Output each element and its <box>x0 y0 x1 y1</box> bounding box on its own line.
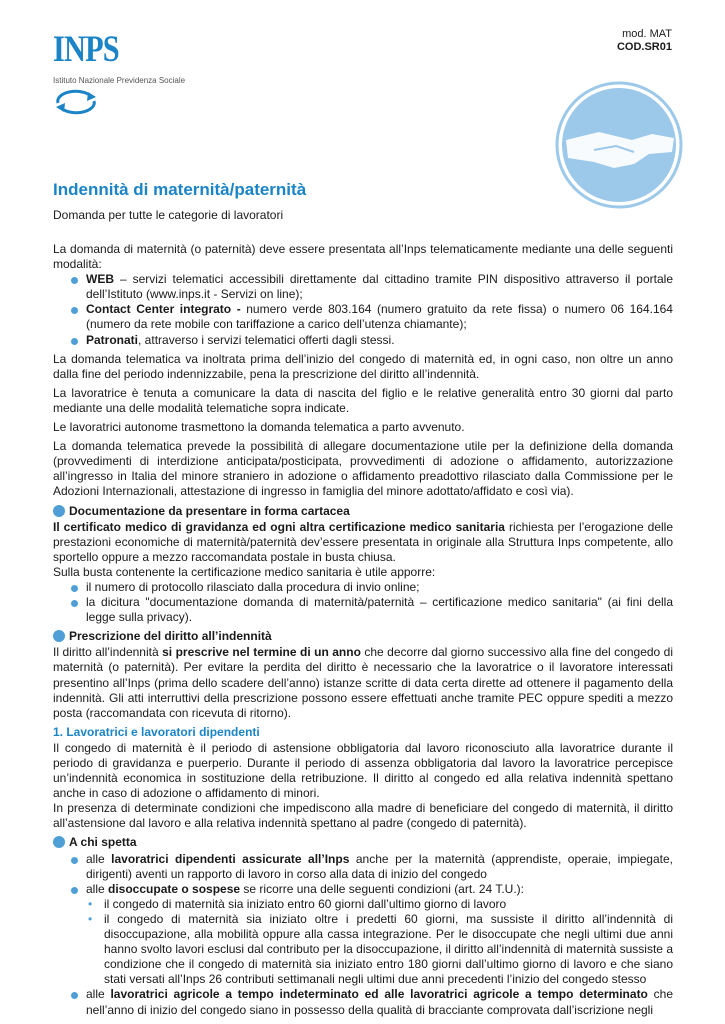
list-item: • il congedo di maternità sia iniziato entro 60 giorni dall’ultimo giorno di lavoro <box>86 897 673 912</box>
section-heading-documentazione: Documentazione da presentare in forma cartacea <box>53 504 673 519</box>
paragraph <box>53 645 673 720</box>
mode-web-text: – servizi telematici accessibili direttamente dal cittadino tramite PIN dispositivo attraverso il portale dell’Istituto (www.inps.it - Servizi on line); <box>86 272 673 302</box>
presc-bold: si prescrive nel termine di un anno <box>162 645 361 660</box>
list-item: • il congedo di maternità sia iniziato oltre i predetti 60 giorni, ma sussiste il diritto all’indennità di disoccupazione, alla mobilità oppure alla cassa integrazione. Per le disoccupate che negli ultimi due anni hanno svolto lavori esclusi dal contributo per la disoccupazione, il diritto all’indennità di maternità sussiste a condizione che il congedo di maternità sia iniziato entro 180 giorni dall’ultimo giorno di lavoro e che siano stati versati all’Inps 26 contributi settimanali negli ultimi due anni precedenti l’inizio del congedo stesso <box>86 912 673 987</box>
presc-text-2: che decorre dal giorno successivo alla fine del congedo di maternità (o paternità). Per evitare la perdita del diritto è necessario che la lavoratrice o il lavoratore interessati presentino all’Inps (prima dello scadere dell’anno) istanze scritte di data certa dirette ad ottenere il pagamento della indennità. Gli atti interruttivi della prescrizione possono essere effettuati anche tramite PEC oppure spediti a mezzo posta (raccomandata con ricevuta di ritorno). <box>53 645 674 720</box>
presc-text-1: Il diritto all’indennità <box>53 645 163 660</box>
list-item <box>53 882 673 988</box>
paragraph: Il congedo di maternità è il periodo di astensione obbligatoria dal lavoro riconosciuto alla lavoratrice durante il periodo di gravidanza e puerperio. Durante il periodo di assenza obbligatoria dal lavoro la lavoratrice percepisce un’indennità economica in sostituzione della retribuzione. Il diritto al congedo ed alla relativa indennità spettano anche in caso di adozione o affidamento di minori. <box>53 740 673 801</box>
list-item: la dicitura "documentazione domanda di maternità/paternità – certificazione medico sanitaria" (ai fini della legge sulla privacy). <box>53 595 673 625</box>
section-heading-prescrizione: Prescrizione del diritto all’indennità <box>53 629 673 644</box>
list-item: il numero di protocollo rilasciato dalla procedura di invio online; <box>53 580 673 595</box>
mode-patronati-label: Patronati <box>86 332 139 347</box>
paragraph: Sulla busta contenente la certificazione medico sanitaria è utile apporre: <box>53 564 436 579</box>
list-item <box>53 333 673 348</box>
intro-paragraph: La domanda di maternità (o paternità) deve essere presentata all’Inps telematicamente mediante una delle seguenti modalità: <box>53 242 673 272</box>
conditions-list <box>86 897 673 988</box>
page-title: Indennità di maternità/paternità <box>53 180 307 199</box>
paragraph: In presenza di determinate condizioni che impediscono alla madre di beneficiare del congedo di maternità, il diritto all’astensione dal lavoro e alla relativa indennità spettano al padre (congedo di paternità). <box>53 801 673 831</box>
list-item <box>53 852 673 882</box>
paragraph <box>53 520 673 565</box>
item-text: anche per la maternità (apprendiste, operaie, impiegate, dirigenti) aventi un rapporto di lavoro in corso alla data di inizio del congedo <box>86 851 673 881</box>
mode-web-label: WEB <box>86 272 114 287</box>
handshake-icon <box>554 80 684 210</box>
item-text: alle <box>86 851 112 866</box>
envelope-list <box>53 580 673 625</box>
inps-logo: INPS <box>53 29 119 70</box>
module-code <box>617 28 672 54</box>
item-text: se ricorre una delle seguenti condizioni (art. 24 T.U.): <box>240 881 524 896</box>
modes-list <box>53 272 673 347</box>
list-item <box>53 272 673 302</box>
mod-line-1: mod. MAT <box>622 28 672 40</box>
section-heading-dipendenti: 1. Lavoratrici e lavoratori dipendenti <box>53 724 260 739</box>
paragraph: La lavoratrice è tenuta a comunicare la data di nascita del figlio e le relative generalità entro 30 giorni dal parto mediante una delle modalità telematiche sopra indicate. <box>53 385 673 415</box>
mode-contact-text: numero verde 803.164 (numero gratuito da rete fissa) o numero 06 164.164 (numero da rete mobile con tariffazione a carico dell’utenza chiamante); <box>86 302 673 332</box>
chi-spetta-list <box>53 852 673 1018</box>
certificate-bold: Il certificato medico di gravidanza ed ogni altra certificazione medico sanitaria <box>53 519 505 534</box>
list-item <box>53 987 673 1017</box>
paragraph: La domanda telematica va inoltrata prima dell’inizio del congedo di maternità ed, in ogni caso, non oltre un anno dalla fine del periodo indennizzabile, pena la prescrizione del diritto all’indennità. <box>53 351 673 381</box>
item-text: alle <box>86 987 111 1002</box>
section-heading-chi-spetta: A chi spetta <box>53 835 673 850</box>
item-text: alle <box>86 881 109 896</box>
document-body <box>53 242 673 1022</box>
mode-patronati-text: , attraverso i servizi telematici offerti dagli stessi. <box>138 332 395 347</box>
item-bold: lavoratrici agricole a tempo indeterminato ed alle lavoratrici agricole a tempo determinato <box>110 987 648 1002</box>
item-text: che nell’anno di inizio del congedo siano in possesso della qualità di bracciante comprovata dall’iscrizione negli <box>86 987 674 1017</box>
paragraph: La domanda telematica prevede la possibilità di allegare documentazione utile per la definizione della domanda (provvedimenti di interdizione anticipata/posticipata, provvedimenti di adozione o affidamento, autorizzazione all’ingresso in Italia del minore straniero in adozione o affidamento preadottivo rilasciato dalla Commissione per le Adozioni Internazionali, attestazione di ingresso in famiglia del minore adottato/affidato e così via). <box>53 439 673 499</box>
item-bold: lavoratrici dipendenti assicurate all’Inps <box>111 851 350 866</box>
certificate-text: richiesta per l’erogazione delle prestazioni economiche di maternità/paternità dev’essere presentata in originale alla Struttura Inps competente, allo sportello oppure a mezzo raccomandata postale in busta chiusa. <box>53 519 673 564</box>
paragraph: Le lavoratrici autonome trasmettono la domanda telematica a parto avvenuto. <box>53 420 465 435</box>
inps-arrows-icon <box>52 87 100 117</box>
mode-contact-label: Contact Center integrato - <box>86 302 241 317</box>
logo-subtitle: Istituto Nazionale Previdenza Sociale <box>53 76 186 85</box>
item-bold: disoccupate o sospese <box>108 881 241 896</box>
mod-line-2: COD.SR01 <box>616 41 672 53</box>
list-item <box>53 302 673 332</box>
page-subtitle: Domanda per tutte le categorie di lavoratori <box>53 208 284 222</box>
